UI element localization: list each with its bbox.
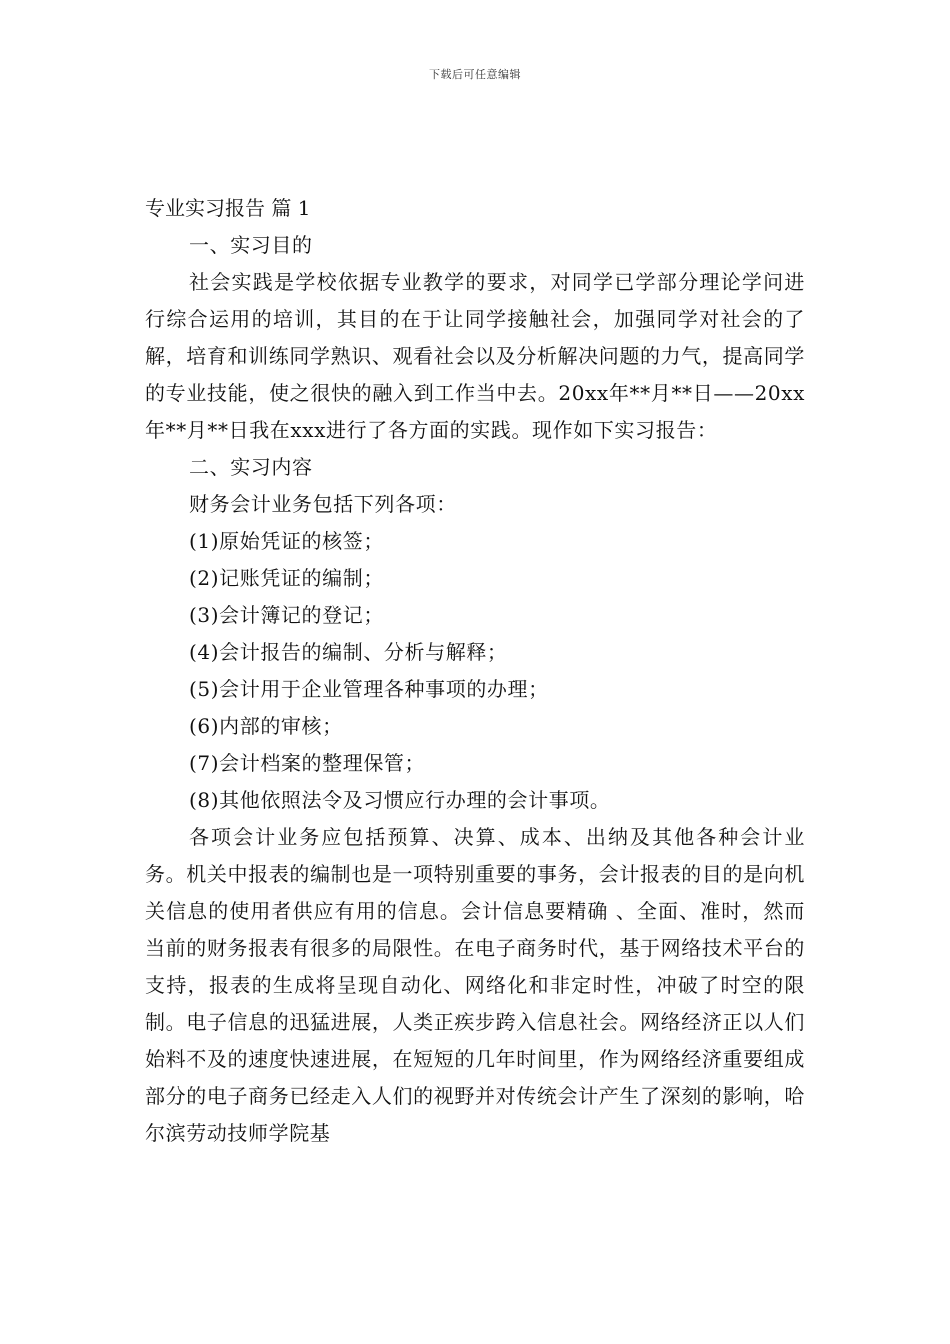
section-heading-purpose: 一、实习目的 bbox=[189, 233, 313, 257]
list-item: (3)会计簿记的登记； bbox=[189, 603, 384, 627]
purpose-paragraph: 社会实践是学校依据专业教学的要求，对同学已学部分理论学问进行综合运用的培训，其目的在于让同学接触社会，加强同学对社会的了解，培育和训练同学熟识、观看社会以及分析解决问题的力气，提高同学的专业技能，使之很快的融入到工作当中去。20xx年**月**日——20xx年**月**日我在xxx进行了各方面的实践。现作如下实习报告： bbox=[145, 270, 805, 442]
document-title: 专业实习报告 篇 1 bbox=[145, 196, 311, 220]
document-body bbox=[145, 190, 805, 1152]
list-item: (4)会计报告的编制、分析与解释； bbox=[189, 640, 508, 664]
list-item: (5)会计用于企业管理各种事项的办理； bbox=[189, 677, 549, 701]
page-header-note: 下载后可任意编辑 bbox=[429, 68, 521, 81]
closing-paragraph: 各项会计业务应包括预算、决算、成本、出纳及其他各种会计业务。机关中报表的编制也是一项特别重要的事务，会计报表的目的是向机关信息的使用者供应有用的信息。会计信息要精确 、全面、准时，然而当前的财务报表有很多的局限性。在电子商务时代，基于网络技术平台的支持，报表的生成将呈现自动化、网络化和非定时性，冲破了时空的限制。电子信息的迅猛进展，人类正疾步跨入信息社会。网络经济正以人们始料不及的速度快速进展，在短短的几年时间里，作为网络经济重要组成部分的电子商务已经走入人们的视野并对传统会计产生了深刻的影响，哈尔滨劳动技师学院基 bbox=[145, 825, 805, 1145]
list-item: (8)其他依照法令及习惯应行办理的会计事项。 bbox=[189, 788, 611, 812]
list-item: (6)内部的审核； bbox=[189, 714, 343, 738]
list-item: (7)会计档案的整理保管； bbox=[189, 751, 426, 775]
list-item: (1)原始凭证的核签； bbox=[189, 529, 384, 553]
section-heading-content: 二、实习内容 bbox=[189, 455, 313, 479]
list-intro: 财务会计业务包括下列各项： bbox=[189, 492, 457, 516]
list-item: (2)记账凭证的编制； bbox=[189, 566, 384, 590]
